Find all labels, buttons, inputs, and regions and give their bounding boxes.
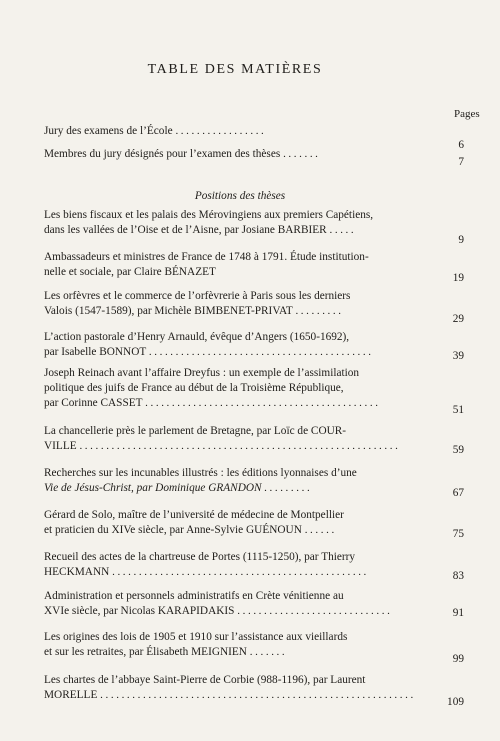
toc-page-number: 9: [458, 234, 464, 246]
toc-entry-line: Recherches sur les incunables illustrés : les éditions lyonnaises d’une: [44, 467, 357, 479]
toc-entry-text: Membres du jury désignés pour l’examen des thèses: [44, 148, 281, 160]
toc-page-number: 75: [452, 528, 464, 540]
dot-leader: ......: [304, 524, 337, 536]
toc-page-number: 91: [452, 607, 464, 619]
toc-page-number: 67: [452, 487, 464, 499]
toc-entry: [44, 147, 428, 162]
toc-page-number: 51: [452, 404, 464, 416]
toc-entry-line: Les orfèvres et le commerce de l’orfèvrerie à Paris sous les derniers: [44, 290, 351, 302]
toc-entry-text: Jury des examens de l’École: [44, 125, 173, 137]
toc-entry: [44, 466, 428, 496]
dot-leader: .........: [295, 305, 344, 317]
toc-entry: [44, 208, 428, 238]
toc-entry-line: Les chartes de l’abbaye Saint-Pierre de Corbie (988-1196), par Laurent: [44, 674, 366, 686]
dot-leader: .....: [329, 224, 357, 236]
toc-entry-line: Vie de Jésus-Christ, par Dominique GRANDON: [44, 482, 262, 494]
toc-entry-line: XVIe siècle, par Nicolas KARAPIDAKIS: [44, 605, 235, 617]
page-title: TABLE DES MATIÈRES: [147, 62, 323, 77]
toc-entry-line: et sur les retraites, par Élisabeth MEIGNIEN: [44, 646, 247, 658]
toc-entry-line: Joseph Reinach avant l’affaire Dreyfus : un exemple de l’assimilation: [44, 367, 360, 379]
toc-page-number: 83: [452, 570, 464, 582]
dot-leader: ...........................................................: [100, 689, 416, 701]
section-heading: Positions des thèses: [194, 190, 286, 202]
toc-entry-line: Les biens fiscaux et les palais des Mérovingiens aux premiers Capétiens,: [44, 209, 374, 221]
dot-leader: ............................................................: [79, 440, 401, 452]
toc-entry-line: et praticien du XIVe siècle, par Anne-Sylvie GUÉNOUN: [44, 524, 302, 536]
toc-entry-line: VILLE: [44, 440, 77, 452]
toc-entry-line: par Corinne CASSET: [44, 397, 143, 409]
toc-entry-line: L’action pastorale d’Henry Arnauld, évêque d’Angers (1650-1692),: [44, 331, 350, 343]
dot-leader: .......: [249, 646, 288, 658]
dot-leader: .......: [283, 148, 321, 160]
toc-entry: [44, 550, 428, 580]
toc-entry-line: Recueil des actes de la chartreuse de Portes (1115-1250), par Thierry: [44, 551, 356, 563]
toc-entry: [44, 330, 428, 360]
toc-entry-line: MORELLE: [44, 689, 98, 701]
dot-leader: ............................................: [145, 397, 381, 409]
toc-entry-line: politique des juifs de France au début de la Troisième République,: [44, 382, 344, 394]
toc-entry: [44, 630, 428, 660]
dot-leader: .........: [264, 482, 313, 494]
dot-leader: ..........................................: [148, 346, 374, 358]
toc-entry: [44, 508, 428, 538]
dot-leader: ................................................: [112, 566, 369, 578]
toc-entry: [44, 366, 428, 411]
toc-entry-line: Les origines des lois de 1905 et 1910 sur l’assistance aux vieillards: [44, 631, 348, 643]
toc-entry: [44, 589, 428, 619]
toc-page-number: 109: [447, 696, 464, 708]
toc-entry: [44, 673, 428, 703]
dot-leader: .................: [175, 125, 267, 137]
toc-entry: [44, 250, 428, 280]
toc-entry-line: Administration et personnels administratifs en Crète vénitienne au: [44, 590, 344, 602]
toc-entry-line: par Isabelle BONNOT: [44, 346, 147, 358]
toc-page-number: 7: [458, 156, 464, 168]
toc-page-number: 39: [452, 350, 464, 362]
toc-page-number: 6: [458, 139, 464, 151]
toc-entry: [44, 424, 428, 454]
toc-entry-line: Ambassadeurs et ministres de France de 1748 à 1791. Étude institution-: [44, 251, 369, 263]
toc-entry-line: nelle et sociale, par Claire BÉNAZET: [44, 266, 216, 278]
toc-page-number: 99: [452, 653, 464, 665]
toc-entry: [44, 289, 428, 319]
toc-entry-line: dans les vallées de l’Oise et de l’Aisne, par Josiane BARBIER: [44, 224, 327, 236]
toc-entry-line: HECKMANN: [44, 566, 110, 578]
toc-page-number: 19: [452, 272, 464, 284]
pages-column-header: Pages: [454, 108, 480, 120]
toc-page-number: 29: [452, 313, 464, 325]
toc-entry-line: La chancellerie près le parlement de Bretagne, par Loïc de COUR-: [44, 425, 347, 437]
toc-entry-line: Gérard de Solo, maître de l’université de médecine de Montpellier: [44, 509, 344, 521]
dot-leader: .............................: [237, 605, 393, 617]
toc-page-number: 59: [452, 444, 464, 456]
toc-entry-line: Valois (1547-1589), par Michèle BIMBENET-PRIVAT: [44, 305, 293, 317]
toc-entry: [44, 124, 428, 139]
